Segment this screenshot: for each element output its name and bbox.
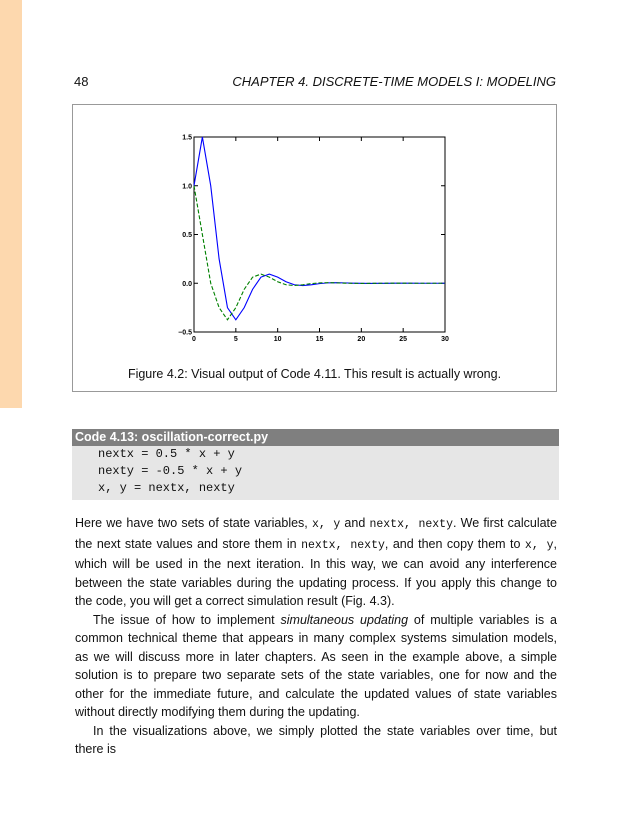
text-run: , which will be used in the next iteration. In this way, we can avoid any interference between the state variables during the updating process. If you apply this change to the code, you will get a correct simulation result (Fig. 4.3). (75, 536, 557, 608)
text-run: . We first calculate the next state values and store them in (75, 516, 557, 551)
paragraph-2 (75, 611, 557, 722)
x-tick-label: 25 (399, 336, 408, 343)
x-tick-label: 20 (357, 336, 366, 343)
y-tick-label: 0.0 (182, 280, 192, 288)
code-line: x, y = nextx, nexty (98, 481, 235, 495)
chapter-title: CHAPTER 4. DISCRETE-TIME MODELS I: MODELING (232, 74, 556, 89)
x-tick-label: 5 (233, 336, 238, 343)
code-title: Code 4.13: oscillation-correct.py (72, 429, 559, 446)
code-line: nextx = 0.5 * x + y (98, 447, 235, 461)
inline-code: x, y (311, 518, 341, 531)
x-tick-label: 15 (315, 336, 324, 343)
inline-code: nextx, nexty (369, 518, 453, 531)
side-tab (0, 0, 22, 408)
text-run: and (340, 516, 370, 530)
body-text (75, 514, 557, 759)
y-tick-label: 0.5 (182, 232, 192, 239)
x-tick-label: 10 (273, 336, 282, 343)
code-line: nexty = -0.5 * x + y (98, 464, 243, 478)
code-listing (72, 429, 559, 500)
paragraph-3: In the visualizations above, we simply plotted the state variables over time, but there is (75, 723, 557, 756)
page-header (72, 74, 558, 92)
text-run: , and then copy them to (384, 536, 525, 551)
page-number: 48 (74, 74, 89, 89)
y-tick-label: −0.5 (178, 329, 192, 337)
x-tick-label: 30 (441, 336, 449, 343)
figure-frame (72, 104, 557, 392)
figure-caption: Figure 4.2: Visual output of Code 4.11. This result is actually wrong. (127, 367, 502, 381)
text-run: Here we have two sets of state variables, (75, 516, 312, 530)
text-run: of multiple variables is a common technical theme that appears in many complex systems simulation models, as we will discuss more in later chapters. As seen in the example above, a simple solution is to prepare two separate sets of the state variables, one for now and the other for the immediate future, and calculate the updated values of state variables without directly modifying them during the updating. (75, 612, 557, 719)
y-tick-label: 1.0 (182, 183, 192, 191)
paragraph-1 (75, 514, 557, 611)
inline-code: x, y (524, 538, 554, 552)
x-tick-label: 0 (192, 336, 196, 343)
y-tick-label: 1.5 (182, 134, 192, 142)
text-run: The issue of how to implement (93, 612, 281, 627)
line-chart (73, 105, 556, 361)
emphasis: simultaneous updating (280, 612, 409, 627)
inline-code: nextx, nexty (301, 538, 385, 552)
plot-area (194, 137, 445, 332)
